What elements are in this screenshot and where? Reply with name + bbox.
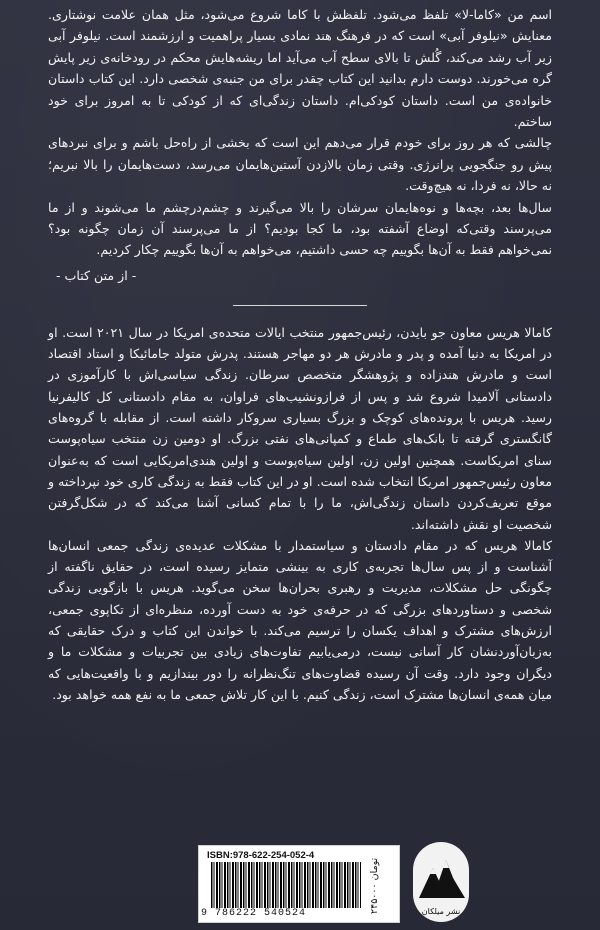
isbn-barcode-box [198, 845, 400, 923]
description-paragraph: کامالا هریس که در مقام دادستان و سیاستمدار با مشکلات عدیده‌ی زندگی جمعی انسان‌ها آشناست و از پس سال‌ها تجربه‌ی کاری به بینشی متمایز رسیده است، در حقایق ناگفته از چگونگی حل مشکلات، مدیریت و رهبری بحران‌ها سخن می‌گوید. هریس با بازگویی زندگی شخصی و دستاوردهای بزرگی که در حرفه‌ی خود به دست آورده، منظره‌ای از تکاپوی جمعی، ارزش‌های مشترک و اهداف یکسان را ترسیم می‌کند. با خواندن این کتاب و درک حقایقی که به‌زبان‌آوردنشان کار آسانی نیست، درمی‌یابیم تفاوت‌های زیادی بین تجربیات و مشکلات ما و دیگران وجود دارد. وقت آن رسیده قضاوت‌های تنگ‌نظرانه را دور بیندازیم و با واقعیت‌هایی که میان همه‌ی انسان‌ها مشترک است، زندگی کنیم. با این کار تلاش جمعی ما به نفع همه خواهد بود. [48, 537, 552, 702]
excerpt-paragraph: اسم من «کاما-لا» تلفظ می‌شود. تلفظش با کاما شروع می‌شود، مثل همان علامت نوشتاری. معنایش «نیلوفر آبی» است که در فرهنگ هند نمادی بسیار پراهمیت و ارزشمند است. نیلوفر آبی زیر آب رشد می‌کند، گُلش تا بالای سطح آب می‌آید اما ریشه‌هایش محکم در رودخانه‌ی زیر پایش گره می‌خورند. دوست دارم بدانید این کتاب چقدر برای من جنبه‌ی شخصی دارد. این کتاب داستان خانواده‌ی من است. داستان کودکی‌ام. داستان زندگی‌ای که از کودکی تا به امروز برای خود ساختم. [48, 7, 552, 130]
publisher-name: نشر میلکان [421, 907, 461, 916]
book-description [48, 322, 552, 705]
excerpt-paragraph: سال‌ها بعد، بچه‌ها و نوه‌هایمان سرشان را بالا می‌گیرند و چشم‌درچشم ما می‌شوند و از ما می‌پرسند وقتی‌که اوضاع آشفته بود، ما کجا بودیم؟ از ما می‌پرسند آن زمان چگونه بود؟ نمی‌خواهم فقط به آن‌ها بگوییم چه حسی داشتیم، می‌خواهم به آن‌ها بگوییم چکار کردیم. [48, 199, 552, 258]
book-excerpt [48, 4, 552, 287]
description-paragraph: کامالا هریس معاون جو بایدن، رئیس‌جمهور منتخب ایالات متحده‌ی امریکا در سال ۲۰۲۱ است. او در امریکا به دنیا آمده و پدر و مادرش هر دو مهاجر هستند. پدرش متولد جامائیکا و استاد اقتصاد است و مادرش هندزاده و پژوهشگر متخصص سرطان. زندگی سیاسی‌اش با کارآموزی در دادستانی آلامیدا شروع شد و پس از فرازونشیب‌های فراوان، به مقام دادستانی کل کالیفرنیا رسید. هریس با پرونده‌های کوچک و بزرگ بسیاری سروکار داشته است. از مقابله با گروه‌های گانگستری گرفته تا بانک‌های طماع و کمپانی‌های نفتی بزرگ. او دومین زن منتخب سیاه‌پوست سنای امریکاست. همچنین اولین زن، اولین سیاه‌پوست و اولین هندی‌امریکایی است که به‌عنوان معاون رئیس‌جمهور امریکا انتخاب شده است. او در این کتاب فقط به زندگی کاری خود نپرداخته و موقع تعریف‌کردن داستان زندگی‌اش، ما را با تمام کسانی آشنا می‌کند که در شکل‌گرفتن شخصیت او نقش داشته‌اند. [48, 324, 552, 532]
barcode-number: 9 786222 540524 [201, 908, 307, 919]
section-divider [233, 305, 367, 306]
excerpt-source: - از متن کتاب - [56, 267, 137, 283]
price-label: ۲۴۵۰۰۰ تومان [369, 857, 380, 915]
excerpt-paragraph: چالشی که هر روز برای خودم قرار می‌دهم این است که بخشی از راه‌حل باشم و برای نبردهای پیش رو جنگجویی پرانرژی. وقتی زمان بالازدن آستین‌هایمان می‌رسد، دست‌هایمان را بالا نبریم؛ نه حالا، نه فردا، نه هیچ‌وقت. [48, 135, 552, 194]
barcode-icon [211, 862, 361, 908]
isbn-label: ISBN:978-622-254-052-4 [207, 850, 315, 861]
publisher-logo [413, 842, 469, 922]
